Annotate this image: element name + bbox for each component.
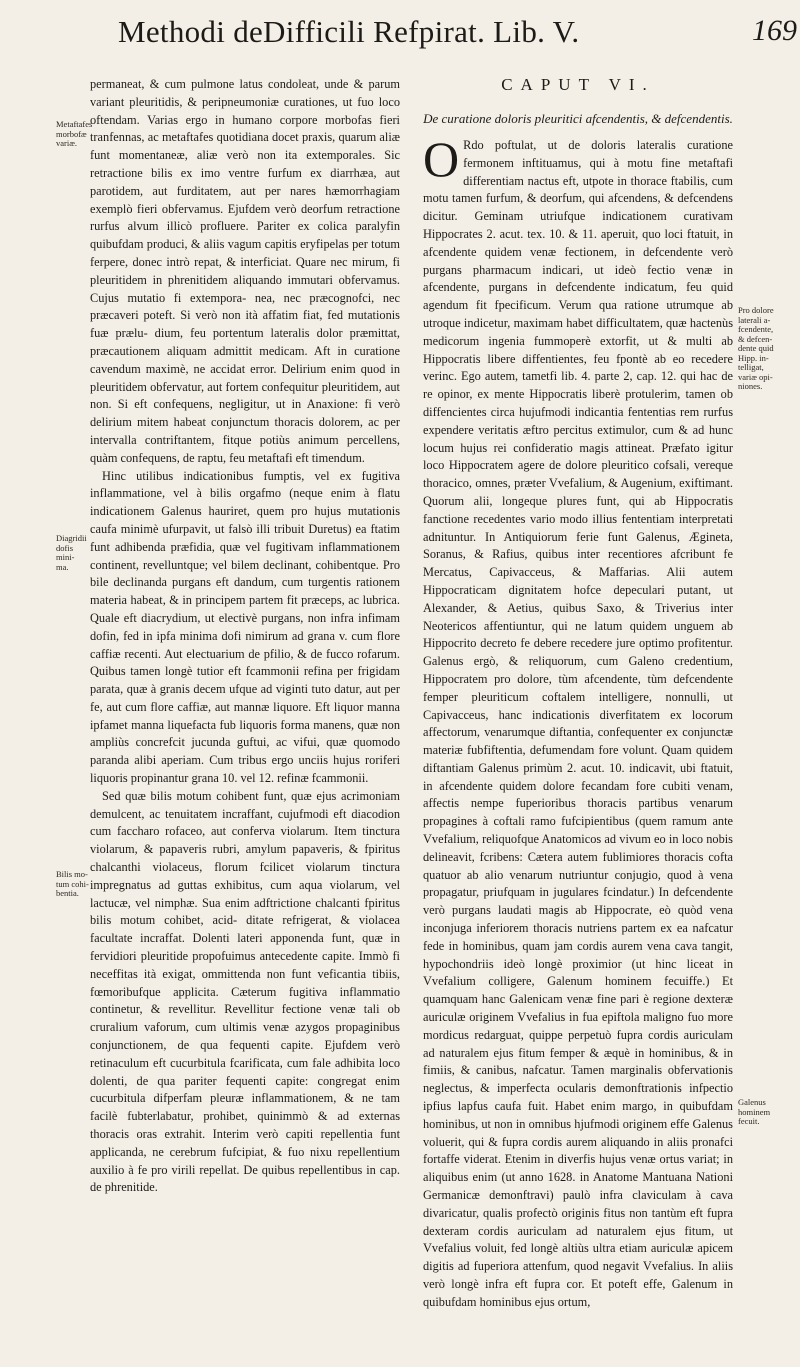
page-number: 169: [752, 14, 797, 47]
paragraph: Hinc utilibus indicationibus fumptis, vel ex fugitiva inflammatione, vel à bilis orgafmo (neque enim à flatu indicationem Galenus hauriret, quem pro hujus mutationis caufa minimè ufurpavit, ut falsò illi tribuit Duretus) ea ftatim funt adhibenda præfidia, quæ vel fugitivam inflammationem continent, revelluntque; vel bilem declinant, cohibentque. Pro bile declinanda purgans eft dandum, cum turgentis rationem materia habeat, & in principem partem fit præceps, ac lubrica. Quale eft diacrydium, ut electivè purgans, non infra infimam dofin, fed in ipfa minima dofi nimirum ad grana v. cum flore caffiæ recenti. Aut electuarium de pfilio, & de fucco rofarum. Quibus tamen longè tutior eft fcammonii refina per frigidam parata, quæ à granis decem ufque ad viginti tuto datur, aut per fe, aut cum flore caffiæ, aut mannæ liquore. Eft liquor manna ipfamet manna liquefacta fub liquoris forma manens, quæ non ampliùs concrefcit jucunda guftui, ac vifui, quæ quomodo paranda alibi aperiam. Cum tribus ergo unciis hujus roriferi liquoris propinantur grana 10. vel 12. refinæ fcammonii.: [90, 468, 400, 786]
running-title: Methodi deDifficili Refpirat. Lib. V.: [118, 14, 580, 49]
margin-note: Galenus hominem fecuit.: [738, 1097, 771, 1126]
drop-capital: O: [423, 131, 460, 187]
right-column: [423, 76, 733, 1366]
running-header: [0, 14, 800, 64]
margin-note: Metaftafes morbofæ variæ.: [56, 119, 93, 148]
left-column: [90, 76, 400, 1366]
paragraph: permaneat, & cum pulmone latus condoleat, unde & parum variant pleuritidis, & peripneumoniæ curationes, ut fuo loco oftendam. Varias ergo in humano corpore morbofas fieri tranfennas, ac metaftafes quotidiana docet praxis, quarum aliæ funt momentaneæ, aliæ verò non ita extemporales. Sic retractione bilis ex imo ventre furfum ex diarrhæa, aut parotidem, aut furditatem, aut per nares hæmorrhagiam exemplò fieri obfervamus. Ejufdem verò deorfum retractione rurfus alvum illicò profluere. Pariter ex colica paralyfin quibufdam produci, & aliis vagum capitis eryfipelas per totum ferpere, donec intrò repat, & interficiat. Quare nec mirum, fi pleuritidem in phrenitidem aliquando immutari obfervamus. Cujus mutatio fi extempora- nea, nec præcognofci, nec præcaveri poteft. Si verò non ità affatim fiat, fed mutationis fuæ prælu- dium, feu portentum lateralis dolor præmittat, præcautionem aliquam admittit medicam. Aft in curatione cavendum maximè, ne accidat error. Delirium enim quod in pleuritidem obfervatur, aut fortem confequitur pleuritidem, aut non. Si eft confequens, negligitur, ut in Anaxione: fi verò delirium mitem habeat conjunctum thoracis dolorem, ac per intervalla contriftantem, fitque potiùs animum percellens, quàm confequens, de raptu, feu metaftafi eft timendum.: [90, 77, 400, 465]
margin-note: Diagridii dofis mini- ma.: [56, 533, 87, 572]
margin-note: Bilis mo- tum cohi- bentia.: [56, 869, 89, 898]
margin-note: Pro dolore laterali a- fcendente, & defcen- dente quid Hipp. in- telligat, variæ opi- niones.: [738, 305, 774, 391]
paragraph: Sed quæ bilis motum cohibent funt, quæ ejus acrimoniam demulcent, ac tenuitatem incraffant, cujufmodi eft diacodion cum faccharo rofaceo, aut conferva violarum. Item tinctura violarum, & papaveris rubri, amylum papaveris, & fpiritus chalcanthi violaceus, florum fcilicet violarum tinctura impregnatus ad guttas exhibitus, cum aqua violarum, vel lactucæ, vel nimphæ. Sua enim adftrictione chalcanti fpiritus bilis motum cohibet, acid- ditate refrigerat, & violacea facultate incraffat. Dolenti lateri apponenda funt, quæ in fervidiori pleuritide propofuimus antecedente capite. Immò fi neceffitas ità exigat, ommittenda non funt veficantia tibiis, fœmoribufque applicita. Cæterum fugitiva inflammatio continetur, & revellitur. Revellitur fectione venæ tali ob cruralium vaforum, cum ultimis venæ azygos propaginibus conjunctionem, de qua fequenti capite. Ejufdem verò retinaculum eft cucurbitula fcarificata, cum fale adhibita loco dolenti, de qua pariter fequenti capite: congregat enim cucurbitula difperfam pleuræ inflammationem, & ne tam facilè fubterlabatur, prohibet, quinimmò & ad externas thoracis oras extrahit. Interim verò capiti repellentia funt applicanda, ne cerebrum fufcipiat, & fuo nixu repellentium auxilio à fe pro virili repellat. De quibus repellentibus in cap. de phrenitide.: [90, 788, 400, 1195]
paragraph: Rdo poftulat, ut de doloris lateralis curatione fermonem inftituamus, qui à motu fine metaftafi differentiam nactus eft, utpote in thorace ftabilis, cum motu tamen furfum, & deorfum, qui afcendens, & defcendens dicitur. Geminam utriufque indicationem curativam Hippocrates 2. acut. tex. 10. & 11. aperuit, quo loci ftatuit, in afcendente quidem venæ fectionem, in defcendente verò purgans pharmacum indicari, ut ideò fectio venæ in afcendente, purgans in defcendente indicatum, feu quid agendum fit fpecificum. Verum qua ratione utrumque ab utroque indicetur, maximam habet difficultatem, quæ hactenùs medicorum ingenia fummoperè extorfit, ut & multi ab Hippocratis libere diffentientes, feu fpontè ab eo recedere verinc. Ego autem, tametfi lib. 4. parte 2, cap. 12. qui hac de re opinor, ex mente Hippocratis liberè protulerim, tamen ob diffencientes circa hujufmodi indicantia fententias rem rurfus expendere veritatis æftro percitus extimulor, cum & ad hunc locum hujus rei confideratio magis attineat. Præfato igitur loco Hippocratem agere de dolore pleuritico cofsali, vereque thoracico, omnes, præter Vvefalium, & Augenium, exiftimant. Quorum alii, longeque plures funt, qui ab Hippocratis fanctione recedentes vario modo illius fententiam interpretati adnituntur. In Antiquiorum ferie funt Galenus, Ægineta, Soranus, & Rafius, quibus inter recentiores afcribunt fe Mercatus, Capivacceus, & Maffarias. Alii autem Hippocraticam dignitatem hofce depeculari putant, ut Alexander, & Aetius, quibus Saxo, & Triverius inter Neotericos affentiuntur, qui ne latum quidem unguem ab Hippocrito decreto fe debere recedere jure optimo profitentur. Galenus ergò, & reliquorum, cum Galeno credentium, Hippocratem pro dolore, tùm afcendente, tùm defcendente femper pleuriticum coftalem intelligere, nonnulli, ut Capivacceus, hanc indicationis diverfitatem ex locorum affectorum, venarumque diftantia, confequenter ex conjunctæ materiæ fubfiftentia, defumendam fore volunt. Quam quidem diftantiam Galenus primùm 2. acut. 10. indicavit, ubi ftatuit, in afcendente quidem dolore fecandam fore cubiti venam, affectis nempe fuperioribus thoracis partibus venarum propagines à coftali ramo fufcipientibus (quem ramum ante Vvefalium, reliquofque Anatomicos ad vivum eo in loco nobis delineavit, fcribens: Cætera autem fublimiores thoracis cofta quatuor ab alio venarum nutriuntur conjugio, quod à vena propagatur, priufquam in jugulares fcindatur.) In defcendente verò purgans laudati magis ab Hippocrate, eò quòd vena inconjuga inferiorem thoracis nutriens partem ex ea nafcatur fede in hominibus, quam jam cordis aurem vena cava tangit, hypochondriis ideò longè proximior (ut hinc liceat in Vvefalium colligere, Galenum hominem fecuiffe.) Et quamquam hanc Galenicam venæ fine pari è regione dexteræ auriculæ originem Vvefalius in fua epiftola maligno fuo more mordicus redarguat, quippe perpetuò fupra cordis auriculam ad naturalem ejus fitum femper & æquè in hominibus, & in fimiis, & canibus, nafcatur. Tamen marginalis obfervationis neglectus, & imperfecta ocularis demonftrationis infpectio ipfius lapfus caufa fuit. Habet enim margo, in quibufdam hominibus, ut non in omnibus hjufmodi originem effe Galenus voluerit, qui & fupra cordis aurem aliquando in aliis pronafci fortaffe viderat. Etenim in diverfis hujus venæ ortus variat; in aliquibus enim (ut anno 1628. in Anatome Mantuana Nationi Germanicæ demonftravi) paulò infra claviculam à cava divaricatur, qualis profectò originis fitus non tantùm eft fupra dexteram cordis auriculam ad naturalem ejus fitum, ut Vvefalius voluit, fed longè altiùs ultra etiam auriculæ apicem digitis ad fuperiora attenfum, quod negavit Vvefalius. In aliis verò longè infra eft fupra cor. Et poteft effe, Galenum in quibufdam hominibus ejus ortum,: [423, 138, 733, 1309]
chapter-heading: CAPUT VI.: [501, 76, 655, 94]
chapter-title: De curatione doloris pleuritici afcendentis, & defcendentis.: [423, 111, 733, 126]
